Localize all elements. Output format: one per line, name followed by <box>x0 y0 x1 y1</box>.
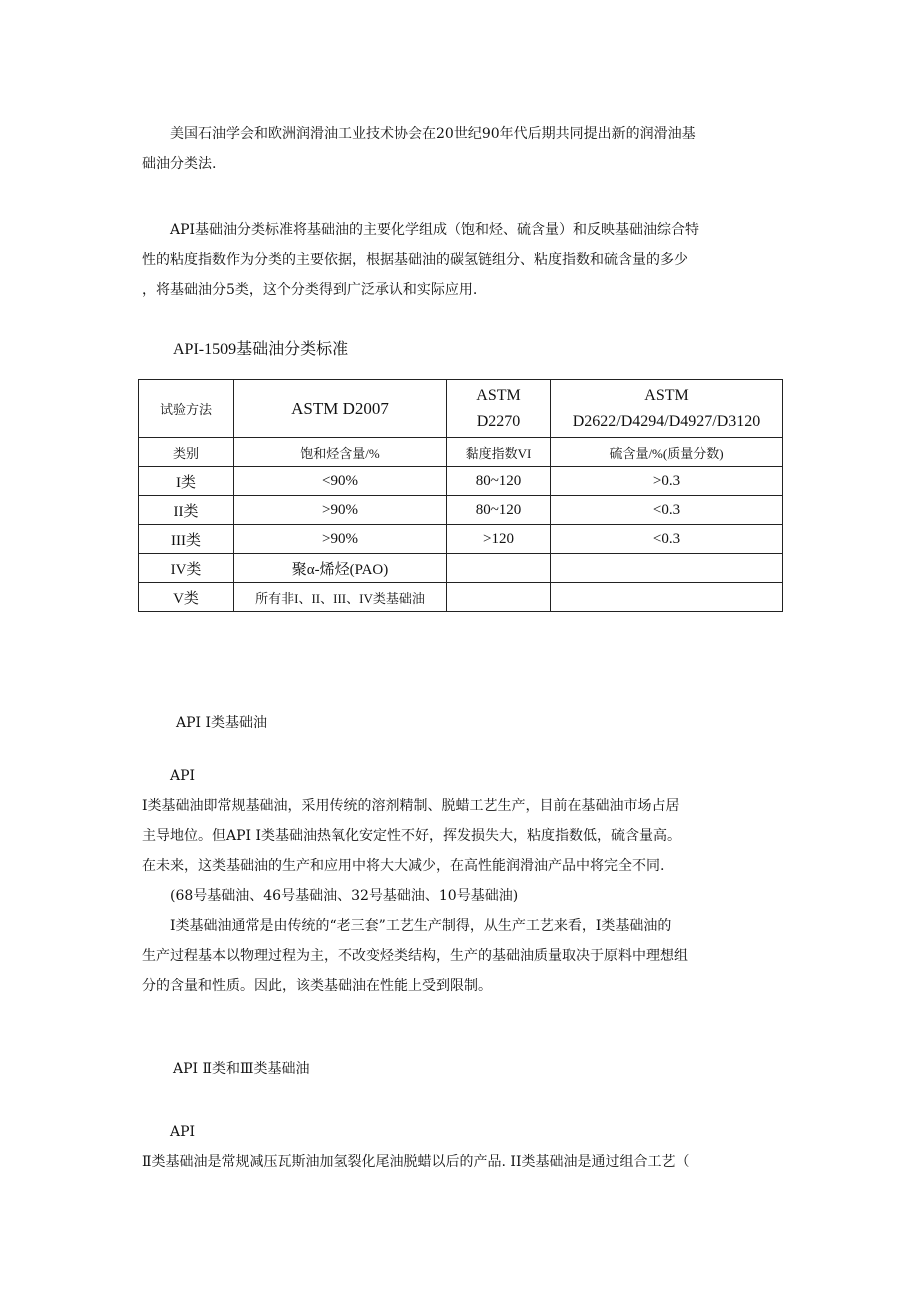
table-cell: II类 <box>139 496 234 525</box>
examples-line: (68号基础油、46号基础油、32号基础油、10号基础油) <box>170 888 519 904</box>
table-row <box>139 496 783 525</box>
text-line: Ⅱ类基础油是常规减压瓦斯油加氢裂化尾油脱蜡以后的产品. II类基础油是通过组合工艺（ <box>142 1154 690 1170</box>
header-astm-d2007: ASTM D2007 <box>234 380 447 438</box>
text-line: 生产过程基本以物理过程为主，不改变烃类结构，生产的基础油质量取决于原料中理想组 <box>142 948 688 964</box>
classification-table <box>138 379 783 612</box>
section-2-heading: API Ⅱ类和Ⅲ类基础油 <box>173 1061 310 1077</box>
text-line: ，将基础油分5类，这个分类得到广泛承认和实际应用. <box>142 282 478 298</box>
table-cell: >0.3 <box>551 467 783 496</box>
header-line: ASTM <box>644 386 689 404</box>
text-line: 础油分类法. <box>142 156 217 172</box>
table-cell: III类 <box>139 525 234 554</box>
text-line: 主导地位。但API Ⅰ类基础油热氧化安定性不好，挥发损失大，粘度指数低，硫含量高。 <box>142 828 682 844</box>
table-cell: 饱和烃含量/% <box>234 438 447 467</box>
table-cell <box>551 554 783 583</box>
table-cell: 80~120 <box>447 467 551 496</box>
table-cell: I类 <box>139 467 234 496</box>
header-method: 试验方法 <box>139 380 234 438</box>
intro-paragraph-2 <box>142 215 699 305</box>
text-line: 在未来，这类基础油的生产和应用中将大大减少，在高性能润滑油产品中将完全不同. <box>142 858 665 874</box>
table-cell: IV类 <box>139 554 234 583</box>
table-cell: 80~120 <box>447 496 551 525</box>
header-line: D2622/D4294/D4927/D3120 <box>572 412 761 430</box>
table-cell: 黏度指数VI <box>447 438 551 467</box>
table-row <box>139 467 783 496</box>
table-cell: 聚α-烯烃(PAO) <box>234 554 447 583</box>
header-line: D2270 <box>476 412 521 430</box>
table-cell <box>551 583 783 612</box>
table-cell: 类别 <box>139 438 234 467</box>
text-line: 美国石油学会和欧洲润滑油工业技术协会在20世纪90年代后期共同提出新的润滑油基 <box>170 126 696 142</box>
section-1-body <box>142 761 688 1001</box>
text-line: I类基础油通常是由传统的“老三套”工艺生产制得，从生产工艺来看，I类基础油的 <box>170 918 672 934</box>
table-row <box>139 583 783 612</box>
api-label: API <box>170 768 196 784</box>
table-cell: >90% <box>234 496 447 525</box>
header-astm-sulfur <box>551 380 783 438</box>
table-cell <box>447 554 551 583</box>
api-label: API <box>170 1124 196 1140</box>
table-row <box>139 525 783 554</box>
section-1-heading: API Ⅰ类基础油 <box>176 715 268 731</box>
table-cell: <0.3 <box>551 525 783 554</box>
header-astm-d2270 <box>447 380 551 438</box>
text-line: 性的粘度指数作为分类的主要依据，根据基础油的碳氢链组分、粘度指数和硫含量的多少 <box>142 252 688 268</box>
table-cell: <90% <box>234 467 447 496</box>
text-line: 分的含量和性质。因此，该类基础油在性能上受到限制。 <box>142 978 492 994</box>
intro-paragraph-1 <box>142 119 696 179</box>
table-cell: >120 <box>447 525 551 554</box>
text-line: API基础油分类标准将基础油的主要化学组成（饱和烃、硫含量）和反映基础油综合特 <box>170 222 700 238</box>
table-title: API-1509基础油分类标准 <box>173 341 349 358</box>
table-row <box>139 554 783 583</box>
table-cell: <0.3 <box>551 496 783 525</box>
header-line: ASTM <box>476 386 521 404</box>
section-2-body <box>142 1117 689 1177</box>
table-cell: >90% <box>234 525 447 554</box>
text-line: Ⅰ类基础油即常规基础油，采用传统的溶剂精制、脱蜡工艺生产，目前在基础油市场占居 <box>142 798 680 814</box>
table-header-row <box>139 380 783 438</box>
table-cell <box>447 583 551 612</box>
table-subheader-row <box>139 438 783 467</box>
table-cell: 硫含量/%(质量分数) <box>551 438 783 467</box>
table-cell: V类 <box>139 583 234 612</box>
table-cell: 所有非I、II、III、IV类基础油 <box>234 583 447 612</box>
